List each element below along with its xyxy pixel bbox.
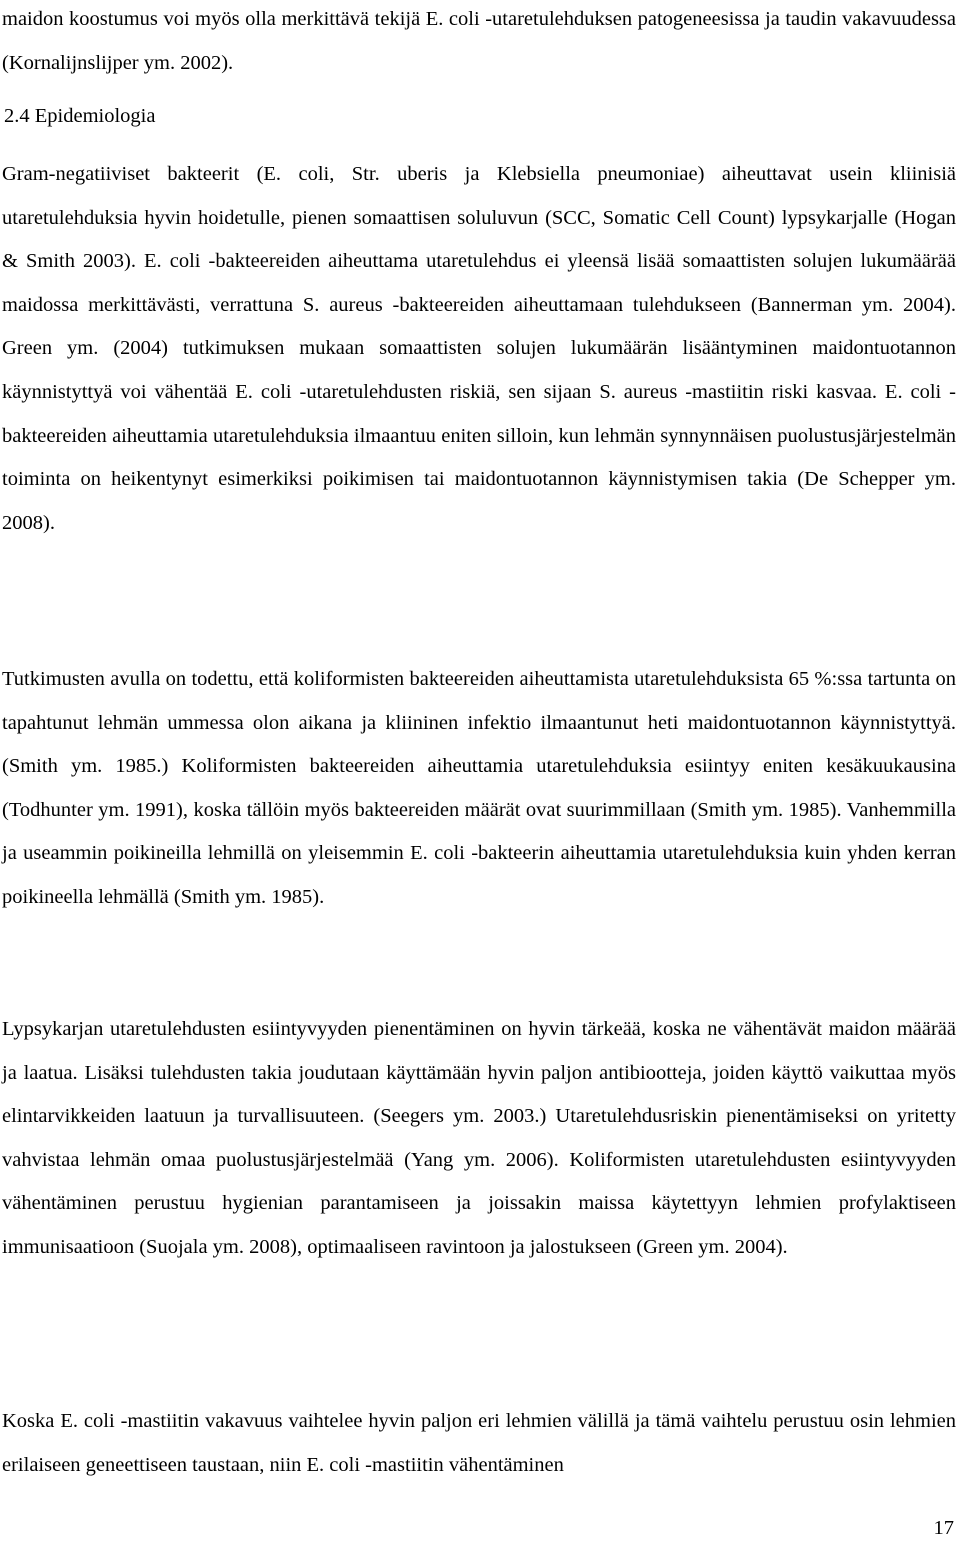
section-heading: 2.4 Epidemiologia (4, 105, 156, 127)
paragraph-4: Koska E. coli -mastiitin vakavuus vaihtelee hyvin paljon eri lehmien välillä ja tämä vaihtelu perustuu osin lehmien erilaiseen geneettiseen taustaan, niin E. coli -mastiitin vähentäminen (2, 1410, 956, 1476)
paragraph-1: Gram-negatiiviset bakteerit (E. coli, Str. uberis ja Klebsiella pneumoniae) aiheuttavat usein kliinisiä utaretulehduksia hyvin hoidetulle, pienen somaattisen soluluvun (SCC, Somatic Cell Count) lypsykarjalle (Hogan & Smith 2003). E. coli -bakteereiden aiheuttama utaretulehdus ei yleensä lisää somaattisten solujen lukumäärää maidossa merkittävästi, verrattuna S. aureus -bakteereiden aiheuttamaan tulehdukseen (Bannerman ym. 2004). Green ym. (2004) tutkimuksen mukaan somaattisten solujen lukumäärän lisääntyminen maidontuotannon käynnistyttyä voi vähentää E. coli -utaretulehdusten riskiä, sen sijaan S. aureus -mastiitin riski kasvaa. E. coli -bakteereiden aiheuttamia utaretulehduksia ilmaantuu eniten silloin, kun lehmän synnynnäisen puolustusjärjestelmän toiminta on heikentynyt esimerkiksi poikimisen tai maidontuotannon käynnistymisen takia (De Schepper ym. 2008). (2, 163, 956, 534)
paragraph-3: Lypsykarjan utaretulehdusten esiintyvyyden pienentäminen on hyvin tärkeää, koska ne vähentävät maidon määrää ja laatua. Lisäksi tulehdusten takia joudutaan käyttämään hyvin paljon antibiootteja, joiden käyttö vaikuttaa myös elintarvikkeiden laatuun ja turvallisuuteen. (Seegers ym. 2003.) Utaretulehdusriskin pienentämiseksi on yritetty vahvistaa lehmän omaa puolustusjärjestelmää (Yang ym. 2006). Koliformisten utaretulehdusten esiintyvyyden vähentäminen perustuu hygienian parantamiseen ja joissakin maissa käytettyyn lehmien profylaktiseen immunisaatioon (Suojala ym. 2008), optimaaliseen ravintoon ja jalostukseen (Green ym. 2004). (2, 1018, 956, 1258)
paragraph-2: Tutkimusten avulla on todettu, että koliformisten bakteereiden aiheuttamista utaretulehduksista 65 %:ssa tartunta on tapahtunut lehmän ummessa olon aikana ja kliininen infektio ilmaantunut heti maidontuotannon käynnistyttyä. (Smith ym. 1985.) Koliformisten bakteereiden aiheuttamia utaretulehduksia esiintyy eniten kesäkuukausina (Todhunter ym. 1991), koska tällöin myös bakteereiden määrät ovat suurimmillaan (Smith ym. 1985). Vanhemmilla ja useammin poikineilla lehmillä on yleisemmin E. coli -bakteerin aiheuttamia utaretulehduksia kuin yhden kerran poikineella lehmällä (Smith ym. 1985). (2, 668, 956, 908)
page-number: 17 (933, 1517, 954, 1539)
intro-paragraph: maidon koostumus voi myös olla merkittävä tekijä E. coli -utaretulehduksen patogeneesissa ja taudin vakavuudessa (Kornalijnslijper ym. 2002). (2, 8, 956, 74)
